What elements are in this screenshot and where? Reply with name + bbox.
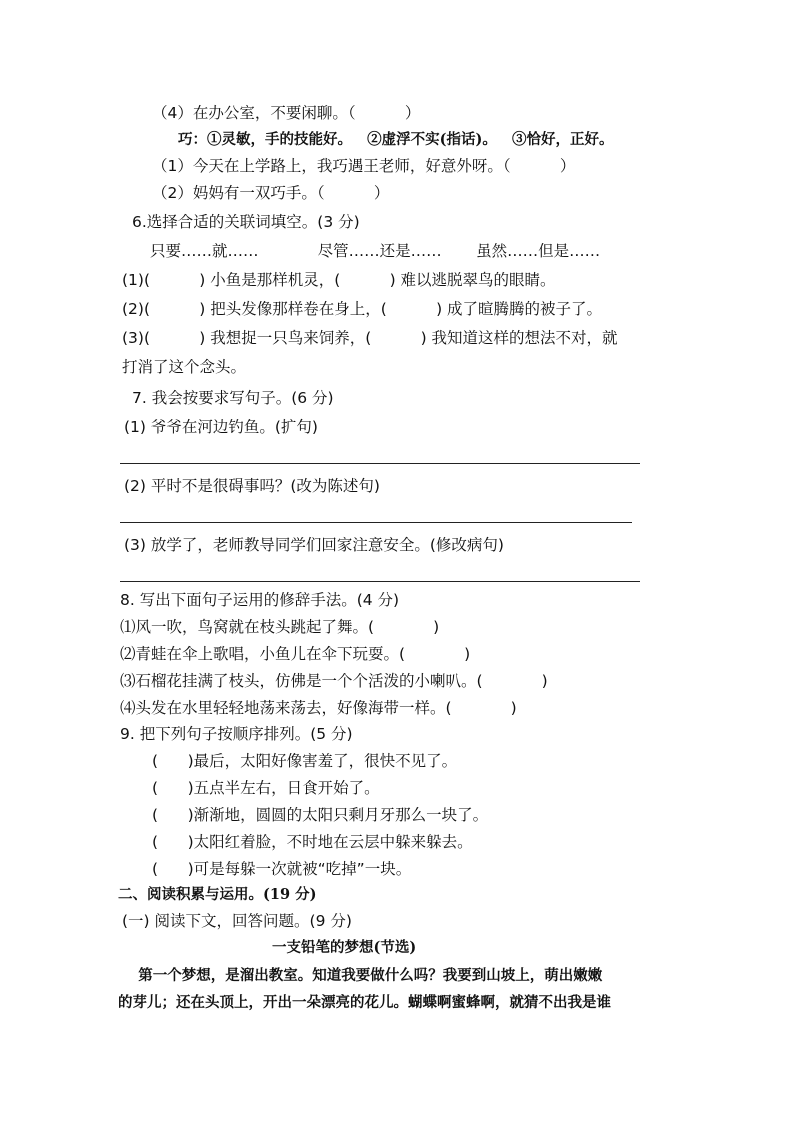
q9-sentence-4: ( )太阳红着脸，不时地在云层中躲来躲去。 [152, 833, 473, 851]
q5-sentence-1: （1）今天在上学路上，我巧遇王老师，好意外呀。（ ） [152, 157, 576, 175]
q8-title: 8. 写出下面句子运用的修辞手法。(4 分) [120, 591, 400, 609]
q6-title: 6.选择合适的关联词填空。(3 分) [132, 213, 360, 231]
q9-sentence-1: ( )最后，太阳好像害羞了，很快不见了。 [152, 752, 458, 770]
q6-sentence-2: (2)( ) 把头发像那样卷在身上，( ) 成了暄腾腾的被子了。 [122, 300, 603, 318]
q6-sentence-3b: 打消了这个念头。 [122, 358, 247, 376]
q6-sentence-1: (1)( ) 小鱼是那样机灵，( ) 难以逃脱翠鸟的眼睛。 [122, 271, 556, 289]
answer-line-3[interactable] [120, 581, 640, 582]
q9-sentence-2: ( )五点半左右，日食开始了。 [152, 779, 380, 797]
q8-sentence-4: ⑷头发在水里轻轻地荡来荡去，好像海带一样。( ) [120, 699, 517, 717]
q5-sentence-2: （2）妈妈有一双巧手。（ ） [152, 184, 390, 202]
q8-sentence-2: ⑵青蛙在伞上歌唱，小鱼儿在伞下玩耍。( ) [120, 645, 471, 663]
section-2-title: 二、阅读积累与运用。(19 分) [118, 886, 317, 903]
passage-line-1: 第一个梦想，是溜出教室。知道我要做什么吗？我要到山坡上，萌出嫩嫩 [118, 967, 603, 984]
passage-line-2: 的芽儿；还在头顶上，开出一朵漂亮的花儿。蝴蝶啊蜜蜂啊，就猜不出我是谁 [118, 994, 611, 1011]
answer-line-2[interactable] [120, 522, 632, 523]
q7-sentence-3: (3) 放学了，老师教导同学们回家注意安全。(修改病句) [124, 536, 504, 554]
passage-title: 一支铅笔的梦想(节选) [272, 939, 417, 956]
answer-line-1[interactable] [120, 463, 640, 464]
q9-sentence-5: ( )可是每躲一次就被“吃掉”一块。 [152, 860, 412, 878]
q9-title: 9. 把下列句子按顺序排列。(5 分) [120, 725, 353, 743]
q7-sentence-2: (2) 平时不是很碍事吗？(改为陈述句) [124, 477, 380, 495]
qiao-definitions: 巧：①灵敏，手的技能好。 ②虚浮不实(指话)。 ③恰好，正好。 [178, 131, 614, 148]
q7-sentence-1: (1) 爷爷在河边钓鱼。(扩句) [124, 418, 318, 436]
q6-options: 只要……就…… 尽管……还是…… 虽然……但是…… [150, 242, 601, 260]
q9-sentence-3: ( )渐渐地，圆圆的太阳只剩月牙那么一块了。 [152, 806, 489, 824]
q8-sentence-1: ⑴风一吹，鸟窝就在枝头跳起了舞。( ) [120, 618, 440, 636]
q8-sentence-3: ⑶石榴花挂满了枝头，仿佛是一个个活泼的小喇叭。( ) [120, 672, 548, 690]
q7-title: 7. 我会按要求写句子。(6 分) [132, 389, 334, 407]
q6-sentence-3a: (3)( ) 我想捉一只鸟来饲养，( ) 我知道这样的想法不对，就 [122, 329, 618, 347]
q5-item-4: （4）在办公室，不要闲聊。（ ） [152, 104, 421, 122]
reading-part-1-title: (一) 阅读下文，回答问题。(9 分) [122, 912, 352, 930]
